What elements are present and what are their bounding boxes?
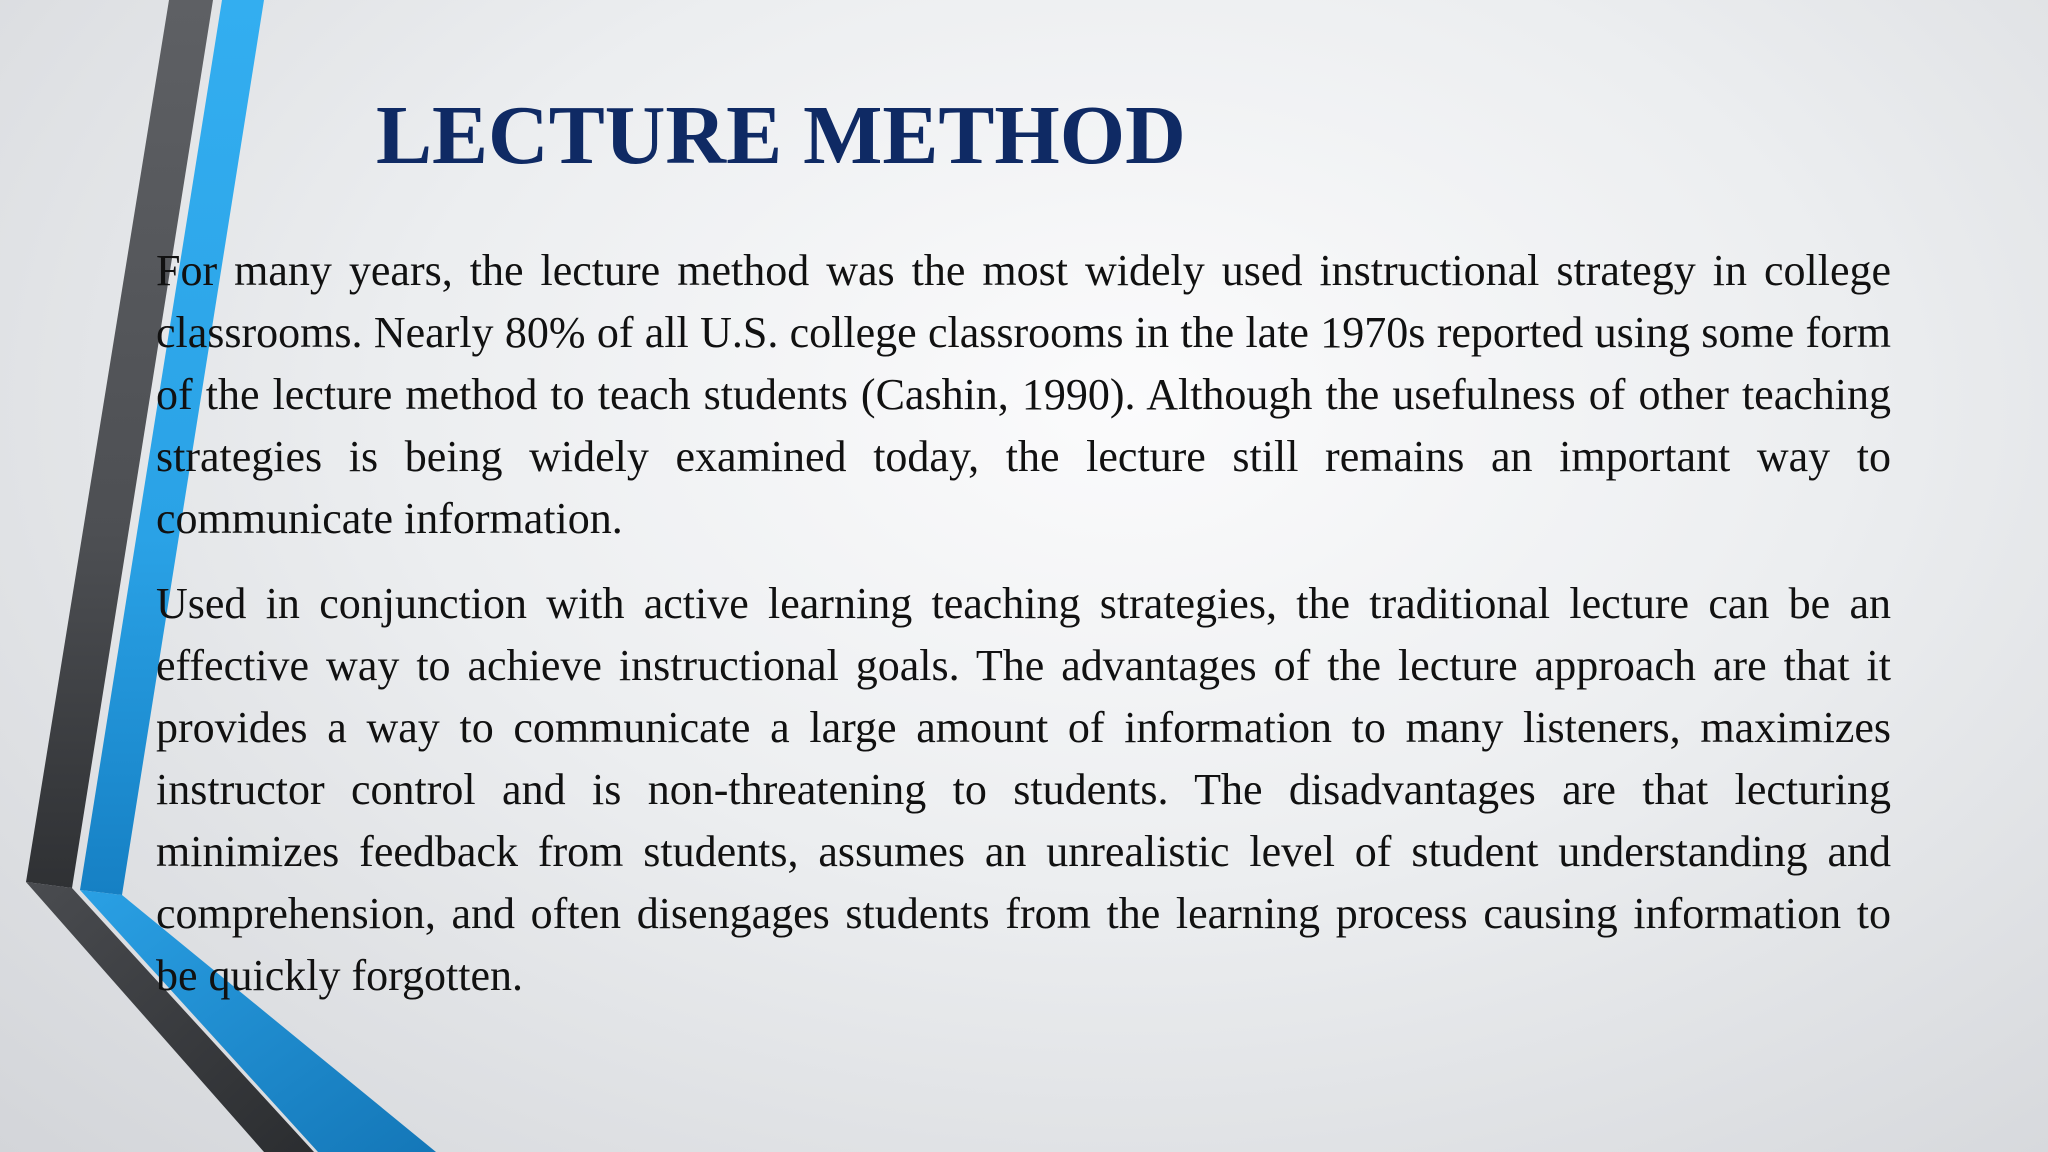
slide-title: LECTURE METHOD [376,89,1186,182]
paragraph-1: For many years, the lecture method was the most widely used instructional strategy in college classrooms. Nearly 80% of all U.S. college classrooms in the late 1970s reported using some form of the lecture method to teach students (Cashin, 1990). Although the usefulness of other teaching strategies is being widely examined today, the lecture still remains an important way to communicate information. [156,246,1891,543]
slide-body [156,240,1891,1030]
paragraph-2: Used in conjunction with active learning teaching strategies, the traditional lecture can be an effective way to achieve instructional goals. The advantages of the lecture approach are that it provides a way to communicate a large amount of information to many listeners, maximizes instructor control and is non-threatening to students. The disadvantages are that lecturing minimizes feedback from students, assumes an unrealistic level of student understanding and comprehension, and often disengages students from the learning process causing information to be quickly forgotten. [156,579,1891,1000]
